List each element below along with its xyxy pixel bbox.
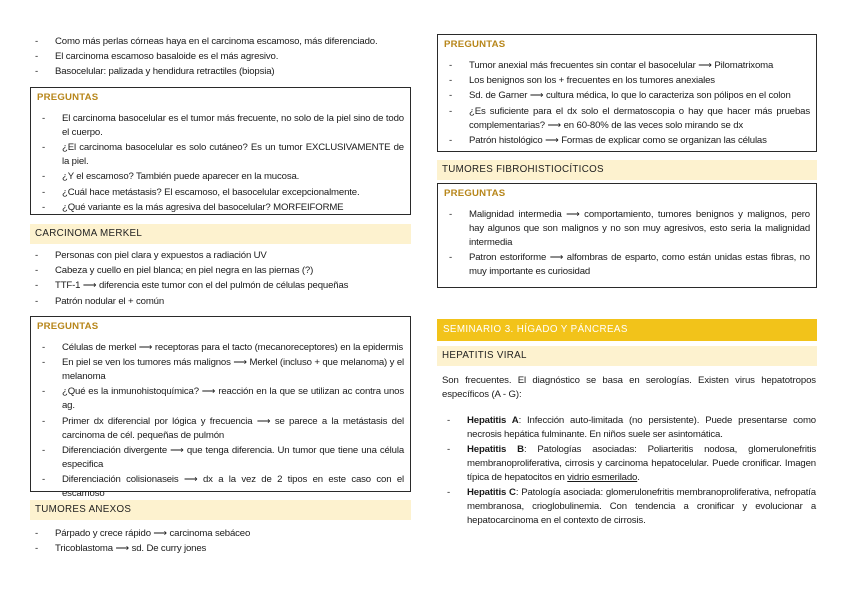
questions-box-fibrohistiociticos bbox=[437, 183, 817, 288]
list-item: - Cabeza y cuello en piel blanca; en piel negra en las piernas (?) bbox=[30, 264, 411, 278]
list-item: - Párpado y crece rápido ⟶ carcinoma sebáceo bbox=[30, 527, 411, 541]
section-title-anexos: TUMORES ANEXOS bbox=[30, 500, 411, 520]
list-item: - Basocelular: palizada y hendidura retractiles (biopsia) bbox=[30, 65, 411, 79]
questions-box-merkel bbox=[30, 316, 411, 499]
list-item: - Personas con piel clara y expuestos a radiación UV bbox=[30, 249, 411, 263]
hepatitis-intro: Son frecuentes. El diagnóstico se basa en serologías. Existen virus hepatotropos específicos (A - G): bbox=[442, 375, 816, 400]
list-item: - Patrón histológico ⟶ Formas de explicar como se organizan las células bbox=[444, 134, 810, 148]
section-title-fibrohistiociticos: TUMORES FIBROHISTIOCÍTICOS bbox=[437, 160, 817, 180]
list-item: - Primer dx diferencial por lógica y frecuencia ⟶ se parece a la metástasis del carcinoma de cél. pequeñas de pulmón bbox=[37, 415, 404, 443]
list-item: - En piel se ven los tumores más malignos ⟶ Merkel (incluso + que melanoma) y el melanoma bbox=[37, 356, 404, 384]
hepatitis-c-label: Hepatitis C bbox=[467, 487, 516, 499]
hepatitis-c-text: : Patología asociada: glomerulonefritis membranoproliferativa, nefropatía membranosa, crioglobulinemia. Con tendencia a cronificar y evolucionar a hepatocarcinoma en el contexto de cirrosis. bbox=[467, 487, 816, 527]
list-item: - ¿Qué es la inmunohistoquímica? ⟶ reacción en la que se utilizan ac contra unos ag. bbox=[37, 385, 404, 413]
list-item: - Patrón nodular el + común bbox=[30, 295, 411, 309]
list-item: - Células de merkel ⟶ receptoras para el tacto (mecanoreceptores) en la epidermis bbox=[37, 341, 404, 355]
list-item: - Tricoblastoma ⟶ sd. De curry jones bbox=[30, 542, 411, 556]
questions-heading: PREGUNTAS bbox=[37, 92, 99, 103]
list-item: - Malignidad intermedia ⟶ comportamiento, tumores benignos y malignos, pero hay algunos que son malignos y no son muy agresivos, esto seria la malignidad intermedia bbox=[444, 208, 810, 250]
list-item: - El carcinoma basocelular es el tumor más frecuente, no solo de la piel sino de todo el cuerpo. bbox=[37, 112, 404, 140]
questions-heading: PREGUNTAS bbox=[444, 188, 506, 199]
list-item: - ¿Cuál hace metástasis? El escamoso, el basocelular excepcionalmente. bbox=[37, 186, 404, 200]
questions-box-basocelular bbox=[30, 87, 411, 215]
seminar-title: SEMINARIO 3. HÍGADO Y PÁNCREAS bbox=[437, 319, 817, 341]
section-title-hepatitis: HEPATITIS VIRAL bbox=[437, 346, 817, 366]
list-item: - Los benignos son los + frecuentes en los tumores anexiales bbox=[444, 74, 810, 88]
merkel-list bbox=[30, 249, 411, 310]
questions-heading: PREGUNTAS bbox=[444, 39, 506, 50]
intro-list bbox=[30, 35, 411, 81]
questions-heading: PREGUNTAS bbox=[37, 321, 99, 332]
list-item: - Patron estoriforme ⟶ alfombras de esparto, como están unidas estas fibras, no muy importante es curiosidad bbox=[444, 251, 810, 279]
hepatitis-b-label: Hepatitis B bbox=[467, 444, 524, 456]
hepatitis-b-underlined-term: vidrio esmerilado bbox=[567, 472, 638, 484]
questions-box-anexos bbox=[437, 34, 817, 152]
list-item: - ¿El carcinoma basocelular es solo cutáneo? Es un tumor EXCLUSIVAMENTE de la piel. bbox=[37, 141, 404, 169]
anexos-list bbox=[30, 527, 411, 557]
list-item: - ¿Es suficiente para el dx solo el dermatoscopia o hay que hacer más pruebas complementarias? ⟶ en 60-80% de las veces solo mirando se dx bbox=[444, 105, 810, 133]
hepatitis-c-item bbox=[442, 486, 816, 528]
list-item: - TTF-1 ⟶ diferencia este tumor con el del pulmón de células pequeñas bbox=[30, 279, 411, 293]
list-item: - Diferenciación colisionaseis ⟶ dx a la vez de 2 tipos en este caso con el escamoso bbox=[37, 473, 404, 501]
hepatitis-b-item bbox=[442, 443, 816, 485]
hepatitis-a-text: : Infección auto-limitada (no persistente). Puede presentarse como necrosis hepática fulminante. En niños suele ser asintomática. bbox=[467, 415, 816, 440]
hepatitis-b-text: : Patologías asociadas: Poliarteritis nodosa, glomerulonefritis membranoproliferativa, cirrosis y carcinoma hepatocelular. Puede cronificar. Imagen típica de hepatocitos en bbox=[467, 444, 816, 484]
list-item: - ¿Qué variante es la más agresiva del basocelular? MORFEIFORME bbox=[37, 201, 404, 215]
list-item: - Como más perlas córneas haya en el carcinoma escamoso, más diferenciado. bbox=[30, 35, 411, 49]
list-item: - Sd. de Garner ⟶ cultura médica, lo que lo caracteriza son pólipos en el colon bbox=[444, 89, 810, 103]
list-item: - ¿Y el escamoso? También puede aparecer en la mucosa. bbox=[37, 170, 404, 184]
section-title-merkel: CARCINOMA MERKEL bbox=[30, 224, 411, 244]
hepatitis-a-item bbox=[442, 414, 816, 442]
list-item: - El carcinoma escamoso basaloide es el más agresivo. bbox=[30, 50, 411, 64]
hepatitis-content bbox=[442, 374, 816, 530]
hepatitis-a-label: Hepatitis A bbox=[467, 415, 519, 426]
hepatitis-b-end: . bbox=[637, 472, 640, 484]
list-item: - Tumor anexial más frecuentes sin contar el basocelular ⟶ Pilomatrixoma bbox=[444, 59, 810, 73]
list-item: - Diferenciación divergente ⟶ que tenga diferencia. Un tumor que tiene una célula especifica bbox=[37, 444, 404, 472]
